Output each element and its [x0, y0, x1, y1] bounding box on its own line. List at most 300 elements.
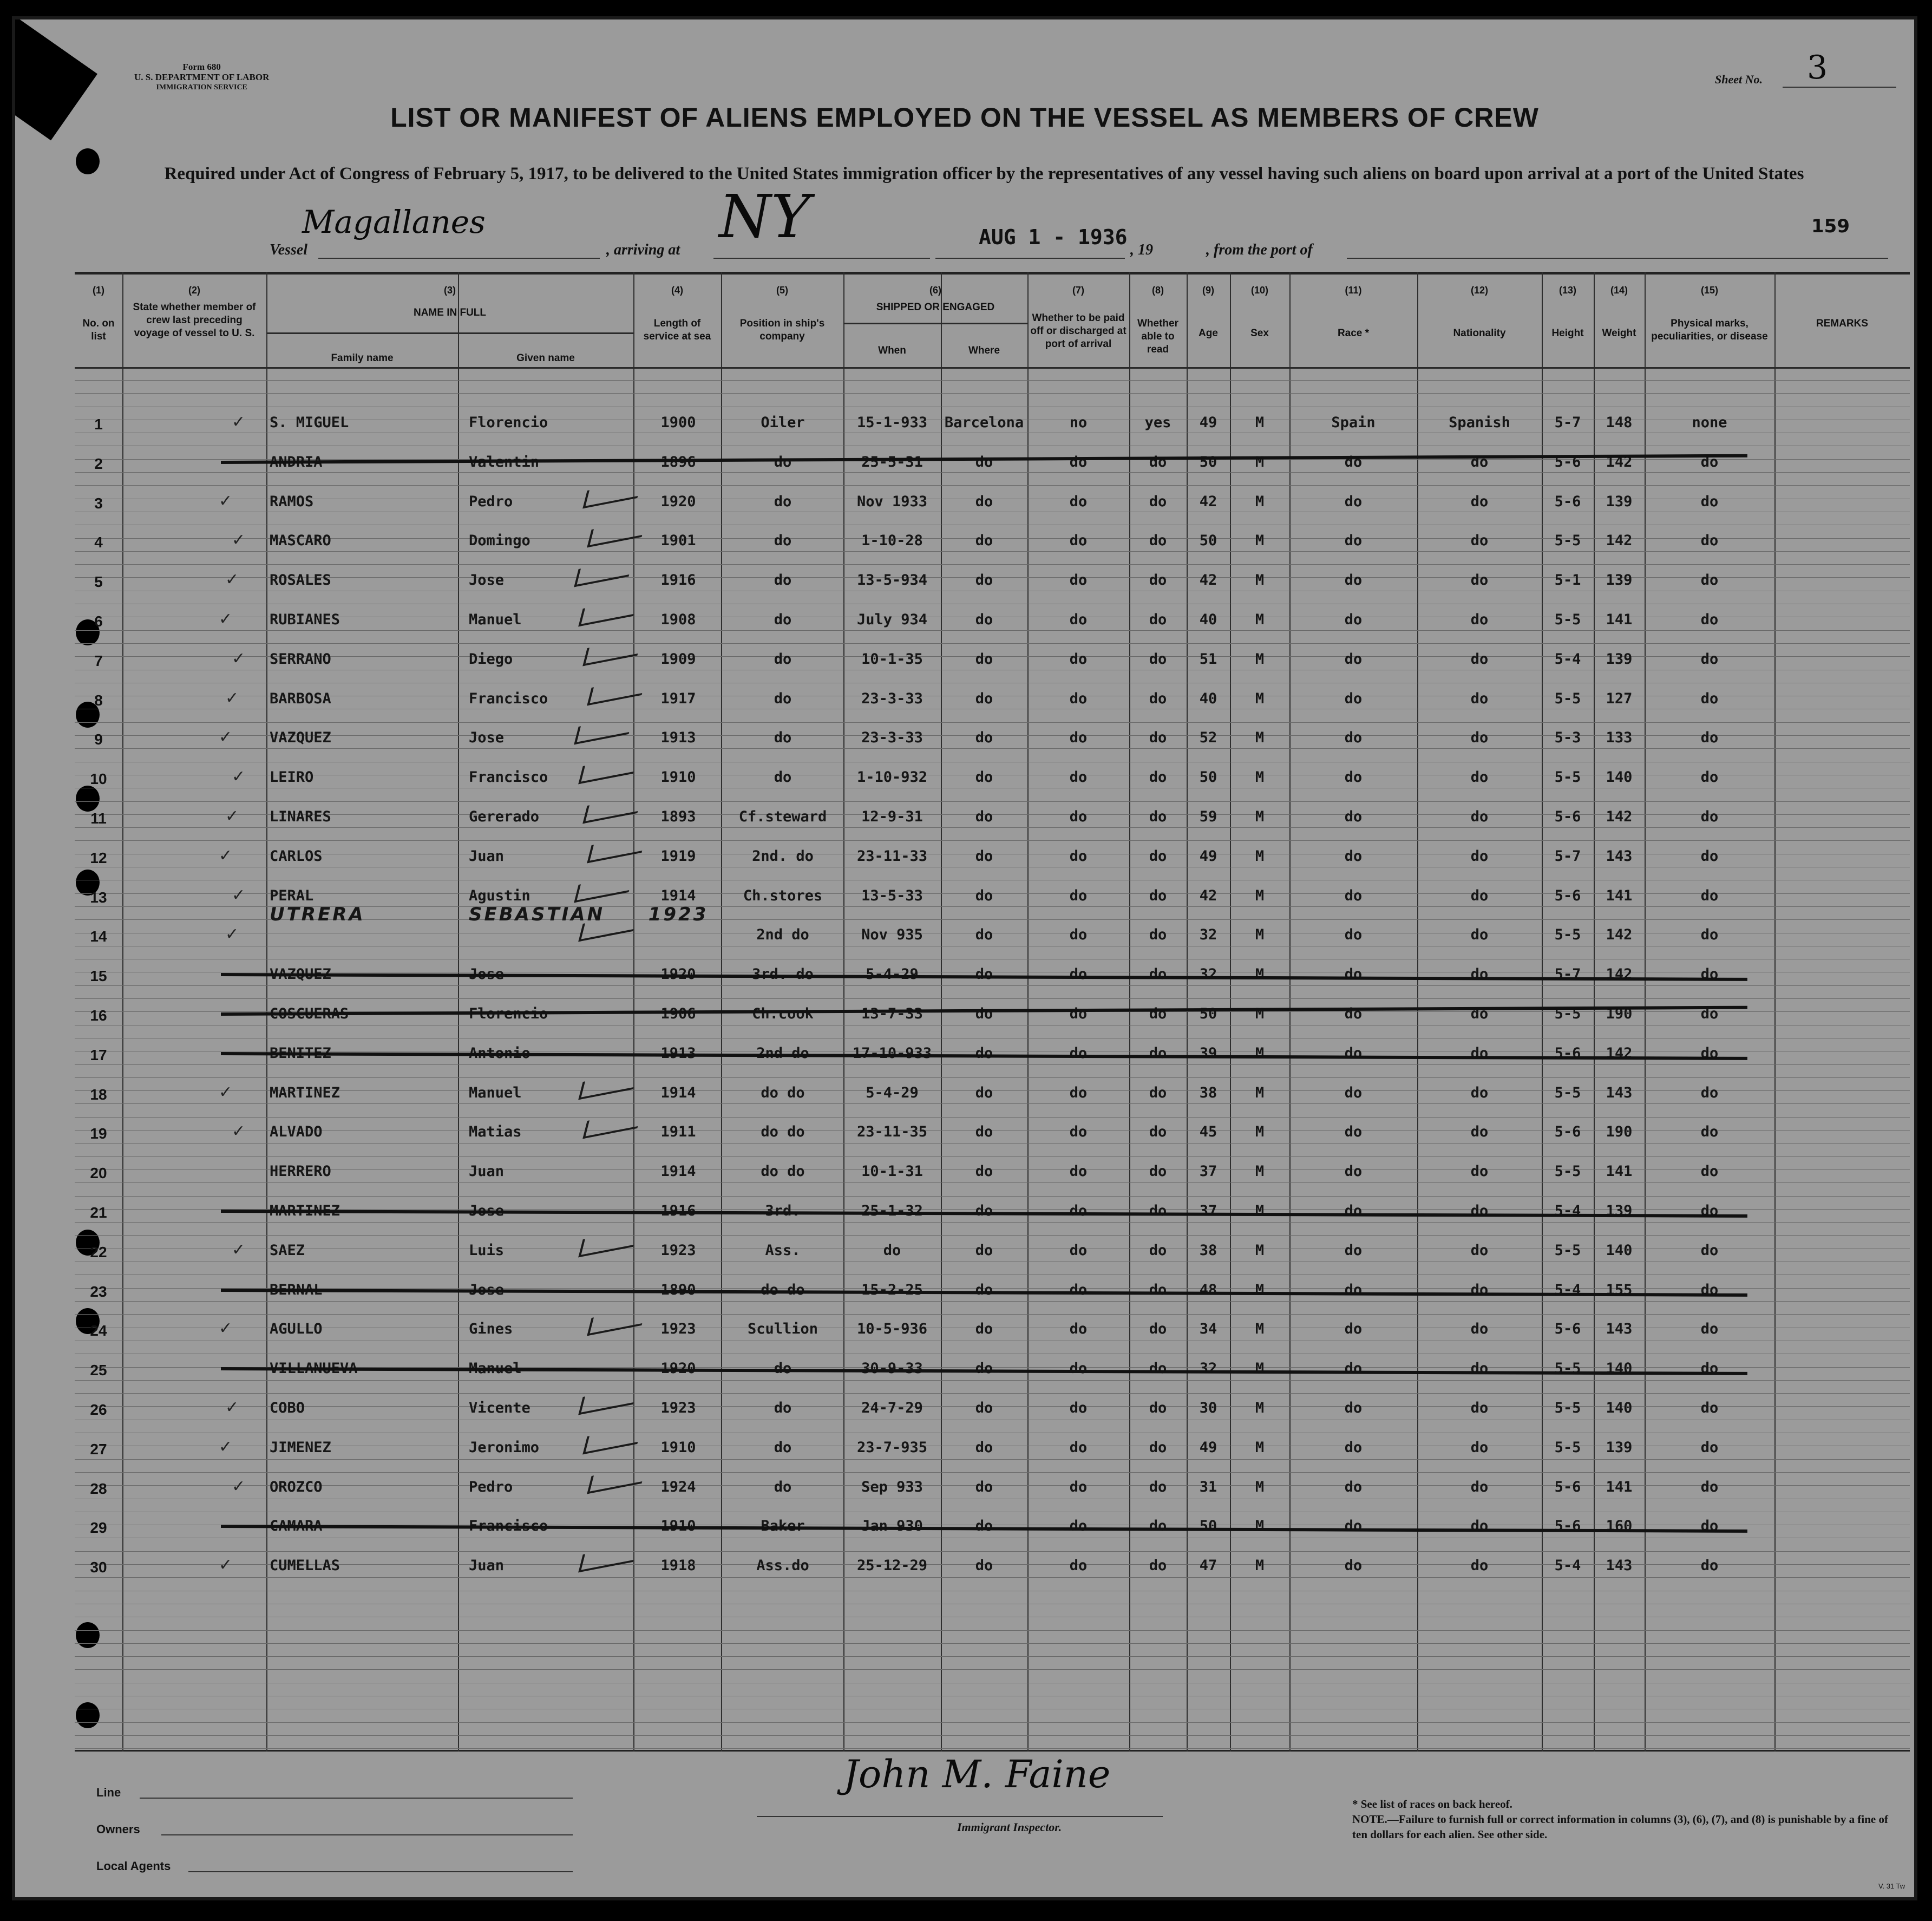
cell-where: do [975, 887, 993, 904]
cell-race: do [1344, 1400, 1363, 1416]
cell-read: do [1149, 454, 1167, 471]
cell-family: LINARES [270, 808, 331, 825]
cell-race: do [1344, 887, 1363, 904]
cell-family: RUBIANES [270, 611, 340, 628]
cell-height: 5-7 [1554, 414, 1581, 431]
cell-service: 1923 [648, 904, 709, 925]
footer-agents-label: Local Agents [96, 1859, 171, 1873]
previous-voyage-tick: ✓ [232, 1477, 246, 1496]
cell-given: Diego [469, 651, 513, 668]
row-rule [75, 1577, 1910, 1578]
cell-service: 1920 [660, 966, 696, 983]
row-rule [75, 485, 1910, 486]
cell-sex: M [1255, 1045, 1265, 1062]
cell-service: 1914 [660, 1084, 696, 1101]
cell-where: do [975, 1557, 993, 1574]
inspector-signature: John M. Faine [843, 1752, 1111, 1796]
cell-weight: 140 [1606, 1360, 1633, 1377]
row-rule [75, 1643, 1910, 1644]
cell-marks: do [1700, 1321, 1719, 1337]
cell-age: 51 [1199, 651, 1217, 668]
cell-race: do [1344, 926, 1363, 943]
col-number-11: (11) [1345, 285, 1362, 296]
cell-position: do [774, 690, 792, 707]
row-rule [75, 985, 1910, 986]
cell-height: 5-5 [1554, 532, 1581, 549]
form-service: IMMIGRATION SERVICE [156, 83, 247, 92]
cell-age: 42 [1199, 572, 1217, 589]
cell-read: do [1149, 769, 1167, 786]
cell-race: do [1344, 1123, 1363, 1140]
cell-race: do [1344, 1282, 1363, 1298]
col-number-3: (3) [444, 285, 456, 296]
cell-service: 1908 [660, 611, 696, 628]
cell-family: SERRANO [270, 651, 331, 668]
cell-service: 1906 [660, 1005, 696, 1022]
cell-sex: M [1255, 926, 1265, 943]
cell-given: Florencio [469, 414, 548, 431]
row-rule [75, 1735, 1910, 1736]
cell-when: 13-5-33 [861, 887, 923, 904]
arrival-date-stamp: AUG 1 - 1936 [979, 225, 1128, 249]
cell-paid: do [1069, 690, 1088, 707]
cell-height: 5-4 [1554, 1203, 1581, 1219]
row-rule [843, 323, 1027, 324]
cell-where: do [975, 1360, 993, 1377]
cell-where: do [975, 1163, 993, 1180]
cell-marks: do [1700, 454, 1719, 471]
previous-voyage-tick: ✓ [219, 846, 233, 865]
cell-read: do [1149, 651, 1167, 668]
previous-voyage-tick: ✓ [219, 1319, 233, 1338]
row-rule [75, 367, 1910, 369]
cell-race: Spain [1331, 414, 1376, 431]
row-rule [75, 998, 1910, 999]
cell-nat: do [1470, 690, 1489, 707]
row-number: 18 [90, 1086, 107, 1103]
cell-nat: do [1470, 493, 1489, 510]
cell-family: OROZCO [270, 1479, 323, 1495]
sheet-number-value: 3 [1807, 49, 1828, 87]
col-number-14: (14) [1610, 285, 1628, 296]
cell-age: 38 [1199, 1242, 1217, 1259]
cell-when: 23-7-935 [856, 1439, 928, 1456]
cell-given: Pedro [469, 1479, 513, 1495]
cell-service: 1914 [660, 1163, 696, 1180]
cell-position: do [774, 572, 792, 589]
cell-position: Ass. [765, 1242, 801, 1259]
cell-race: do [1344, 1005, 1363, 1022]
cell-service: 1913 [660, 1045, 696, 1062]
cell-sex: M [1255, 966, 1265, 983]
cell-sex: M [1255, 808, 1265, 825]
cell-position: do [774, 651, 792, 668]
cell-sex: M [1255, 1282, 1265, 1298]
cell-when: 23-3-33 [861, 729, 923, 746]
cell-service: 1893 [660, 808, 696, 825]
cell-paid: do [1069, 966, 1088, 983]
cell-nat: do [1470, 651, 1489, 668]
cell-age: 38 [1199, 1084, 1217, 1101]
cell-weight: 142 [1606, 1045, 1633, 1062]
cell-given: Manuel [469, 611, 522, 628]
cell-position: 2nd. do [752, 848, 814, 865]
cell-sex: M [1255, 493, 1265, 510]
cell-where: Barcelona [944, 414, 1024, 431]
cell-given: Jose [469, 572, 505, 589]
inspector-label: Immigrant Inspector. [957, 1820, 1062, 1834]
col-number-12: (12) [1470, 285, 1488, 296]
cell-position: do do [761, 1123, 805, 1140]
previous-voyage-tick: ✓ [232, 767, 246, 786]
cell-where: do [975, 1479, 993, 1495]
cell-race: do [1344, 808, 1363, 825]
cell-age: 31 [1199, 1479, 1217, 1495]
cell-marks: do [1700, 1242, 1719, 1259]
row-rule [75, 1669, 1910, 1670]
cell-height: 5-4 [1554, 651, 1581, 668]
cell-service: 1917 [660, 690, 696, 707]
cell-nat: do [1470, 1360, 1489, 1377]
cell-position: 3rd. [765, 1203, 801, 1219]
cell-when: 23-3-33 [861, 690, 923, 707]
cell-service: 1923 [660, 1400, 696, 1416]
row-rule [75, 1222, 1910, 1223]
cell-where: do [975, 729, 993, 746]
cell-sex: M [1255, 1084, 1265, 1101]
cell-age: 50 [1199, 1518, 1217, 1534]
cell-paid: do [1069, 808, 1088, 825]
cell-weight: 143 [1606, 1084, 1633, 1101]
cell-service: 1901 [660, 532, 696, 549]
cell-height: 5-5 [1554, 1400, 1581, 1416]
vessel-name: Magallanes [302, 204, 486, 240]
cell-marks: do [1700, 493, 1719, 510]
cell-read: do [1149, 1084, 1167, 1101]
row-rule [75, 380, 1910, 381]
cell-weight: 190 [1606, 1005, 1633, 1022]
cell-weight: 142 [1606, 966, 1633, 983]
cell-position: do do [761, 1163, 805, 1180]
cell-age: 59 [1199, 808, 1217, 825]
cell-weight: 140 [1606, 1242, 1633, 1259]
cell-service: 1911 [660, 1123, 696, 1140]
cell-marks: do [1700, 729, 1719, 746]
cell-marks: do [1700, 690, 1719, 707]
row-number: 17 [90, 1047, 107, 1063]
cell-where: do [975, 572, 993, 589]
vessel-underline [318, 258, 600, 259]
cell-read: do [1149, 1557, 1167, 1574]
cell-age: 50 [1199, 1005, 1217, 1022]
cell-sex: M [1255, 729, 1265, 746]
cell-when: 15-1-933 [856, 414, 928, 431]
cell-paid: no [1069, 414, 1088, 431]
cell-family: UTRERA [270, 904, 365, 925]
previous-voyage-tick: ✓ [219, 1438, 233, 1456]
cell-read: do [1149, 493, 1167, 510]
cell-weight: 139 [1606, 1439, 1633, 1456]
col-number-5: (5) [776, 285, 788, 296]
cell-when: 25-1-32 [861, 1203, 923, 1219]
cell-where: do [975, 532, 993, 549]
col-header-race: Race * [1337, 328, 1370, 339]
cell-family: CAMARA [270, 1518, 323, 1534]
cell-height: 5-5 [1554, 1163, 1581, 1180]
previous-voyage-tick: ✓ [225, 689, 239, 708]
cell-nat: do [1470, 1321, 1489, 1337]
cell-nat: do [1470, 1045, 1489, 1062]
cell-marks: do [1700, 1005, 1719, 1022]
cell-position: Baker [761, 1518, 805, 1534]
cell-nat: do [1470, 808, 1489, 825]
cell-nat: do [1470, 611, 1489, 628]
cell-height: 5-5 [1554, 1439, 1581, 1456]
cell-weight: 139 [1606, 1203, 1633, 1219]
cell-given: Antonio [469, 1045, 531, 1062]
cell-nat: do [1470, 1439, 1489, 1456]
previous-voyage-tick: ✓ [225, 925, 239, 944]
row-number: 27 [90, 1441, 107, 1458]
cell-sex: M [1255, 887, 1265, 904]
cell-service: 1910 [660, 1518, 696, 1534]
cell-nat: do [1470, 532, 1489, 549]
cell-marks: do [1700, 1045, 1719, 1062]
cell-race: do [1344, 848, 1363, 865]
cell-height: 5-5 [1554, 769, 1581, 786]
cell-sex: M [1255, 1400, 1265, 1416]
cell-paid: do [1069, 1557, 1088, 1574]
cell-where: do [975, 651, 993, 668]
col-number-8: (8) [1152, 285, 1164, 296]
row-number: 14 [90, 928, 107, 945]
cell-given: Florencio [469, 1005, 548, 1022]
cell-family: LEIRO [270, 769, 314, 786]
footer-owners-underline [161, 1834, 573, 1835]
cell-weight: 148 [1606, 414, 1633, 431]
cell-height: 5-6 [1554, 1321, 1581, 1337]
cell-given: Gines [469, 1321, 513, 1337]
cell-height: 5-6 [1554, 1479, 1581, 1495]
cell-weight: 143 [1606, 848, 1633, 865]
row-rule [75, 1314, 1910, 1315]
row-number: 10 [90, 770, 107, 787]
row-rule [75, 1156, 1910, 1157]
cell-family: PERAL [270, 887, 314, 904]
vessel-label: Vessel [270, 241, 307, 258]
cell-height: 5-5 [1554, 611, 1581, 628]
cell-nat: do [1470, 1518, 1489, 1534]
cell-height: 5-3 [1554, 729, 1581, 746]
row-number: 5 [94, 573, 103, 590]
version-number: V. 31 Tw [1878, 1882, 1905, 1890]
cell-read: do [1149, 808, 1167, 825]
row-number: 23 [90, 1283, 107, 1300]
cell-height: 5-1 [1554, 572, 1581, 589]
cell-family: ALVADO [270, 1123, 323, 1140]
cell-race: do [1344, 493, 1363, 510]
cell-weight: 142 [1606, 532, 1633, 549]
cell-service: 1910 [660, 1439, 696, 1456]
cell-sex: M [1255, 611, 1265, 628]
row-rule [75, 1630, 1910, 1631]
cell-nat: do [1470, 1084, 1489, 1101]
cell-age: 49 [1199, 1439, 1217, 1456]
cell-weight: 160 [1606, 1518, 1633, 1534]
cell-read: do [1149, 848, 1167, 865]
sheet-number-label: Sheet No. [1715, 73, 1763, 86]
previous-voyage-tick: ✓ [232, 413, 246, 432]
row-rule [75, 1748, 1910, 1749]
cell-marks: do [1700, 1163, 1719, 1180]
cell-where: do [975, 1005, 993, 1022]
cell-family: VAZQUEZ [270, 729, 331, 746]
cell-nat: do [1470, 1400, 1489, 1416]
cell-when: 24-7-29 [861, 1400, 923, 1416]
row-number: 24 [90, 1322, 107, 1339]
cell-service: 1909 [660, 651, 696, 668]
row-number: 19 [90, 1125, 107, 1142]
col-header-physical-marks: Physical marks, peculiarities, or disease [1651, 318, 1768, 342]
col-number-9: (9) [1202, 285, 1214, 296]
cell-position: do [774, 611, 792, 628]
row-number: 30 [90, 1559, 107, 1576]
cell-where: do [975, 1123, 993, 1140]
from-port-label: , from the port of [1206, 241, 1313, 258]
cell-height: 5-7 [1554, 966, 1581, 983]
cell-height: 5-7 [1554, 848, 1581, 865]
col-header-given-name: Given name [516, 352, 575, 364]
cell-race: do [1344, 532, 1363, 549]
cell-when: 23-11-33 [856, 848, 928, 865]
cell-weight: 133 [1606, 729, 1633, 746]
footer-agents-underline [188, 1871, 573, 1872]
row-rule [75, 1182, 1910, 1183]
cell-when: Nov 935 [861, 926, 923, 943]
cell-paid: do [1069, 651, 1088, 668]
cell-race: do [1344, 1518, 1363, 1534]
cell-given: Jose [469, 729, 505, 746]
arriving-label: , arriving at [606, 241, 680, 258]
cell-marks: do [1700, 1360, 1719, 1377]
row-number: 15 [90, 968, 107, 984]
cell-race: do [1344, 611, 1363, 628]
cell-when: 17-10-933 [852, 1045, 932, 1062]
cell-given: SEBASTIAN [469, 904, 605, 925]
previous-voyage-tick: ✓ [225, 807, 239, 826]
cell-sex: M [1255, 1203, 1265, 1219]
cell-family: BERNAL [270, 1282, 323, 1298]
cell-nat: do [1470, 848, 1489, 865]
cell-weight: 139 [1606, 493, 1633, 510]
cell-race: do [1344, 454, 1363, 471]
cell-weight: 139 [1606, 572, 1633, 589]
previous-voyage-tick: ✓ [232, 1122, 246, 1141]
row-rule [75, 840, 1910, 841]
row-number: 26 [90, 1401, 107, 1418]
cell-given: Jose [469, 1282, 505, 1298]
row-rule [75, 551, 1910, 552]
col-header-weight: Weight [1602, 328, 1636, 339]
cell-paid: do [1069, 1084, 1088, 1101]
cell-age: 40 [1199, 611, 1217, 628]
row-rule [75, 630, 1910, 631]
cell-service: 1924 [660, 1479, 696, 1495]
cell-read: do [1149, 1242, 1167, 1259]
cell-height: 5-4 [1554, 1557, 1581, 1574]
cell-read: do [1149, 1400, 1167, 1416]
cell-height: 5-6 [1554, 454, 1581, 471]
previous-voyage-tick: ✓ [225, 1398, 239, 1417]
cell-family: AGULLO [270, 1321, 323, 1337]
cell-service: 1913 [660, 729, 696, 746]
cell-service: 1920 [660, 1360, 696, 1377]
cell-read: do [1149, 1005, 1167, 1022]
cell-read: do [1149, 690, 1167, 707]
cell-marks: do [1700, 887, 1719, 904]
cell-position: do [774, 729, 792, 746]
cell-age: 34 [1199, 1321, 1217, 1337]
cell-position: do [774, 454, 792, 471]
cell-weight: 190 [1606, 1123, 1633, 1140]
cell-where: do [975, 1242, 993, 1259]
cell-when: 1-10-932 [856, 769, 928, 786]
cell-read: do [1149, 1045, 1167, 1062]
cell-position: do [774, 1360, 792, 1377]
cell-family: CARLOS [270, 848, 323, 865]
cell-paid: do [1069, 1479, 1088, 1495]
cell-read: do [1149, 1518, 1167, 1534]
cell-read: do [1149, 1321, 1167, 1337]
col-header-shipped: SHIPPED OR ENGAGED [876, 302, 995, 313]
cell-race: do [1344, 1242, 1363, 1259]
col-header-read: Whether able to read [1137, 318, 1178, 355]
cell-nat: do [1470, 887, 1489, 904]
cell-given: Pedro [469, 493, 513, 510]
cell-nat: do [1470, 1005, 1489, 1022]
col-header-service-length: Length of service at sea [643, 318, 711, 342]
row-rule [75, 1235, 1910, 1236]
arriving-underline [713, 258, 930, 259]
previous-voyage-tick: ✓ [232, 1240, 246, 1259]
cell-weight: 142 [1606, 454, 1633, 471]
cell-age: 39 [1199, 1045, 1217, 1062]
cell-where: do [975, 808, 993, 825]
cell-age: 49 [1199, 414, 1217, 431]
cell-sex: M [1255, 1439, 1265, 1456]
cell-age: 50 [1199, 454, 1217, 471]
row-rule [75, 1103, 1910, 1104]
cell-service: 1916 [660, 572, 696, 589]
cell-race: do [1344, 729, 1363, 746]
col-number-13: (13) [1558, 285, 1576, 296]
cell-paid: do [1069, 572, 1088, 589]
cell-age: 37 [1199, 1203, 1217, 1219]
cell-where: do [975, 611, 993, 628]
cell-age: 52 [1199, 729, 1217, 746]
cell-position: do [774, 532, 792, 549]
col-header-paid-off: Whether to be paid off or discharged at port of arrival [1030, 312, 1127, 350]
cell-paid: do [1069, 454, 1088, 471]
cell-given: Francisco [469, 769, 548, 786]
cell-nat: do [1470, 1242, 1489, 1259]
cell-where: do [975, 769, 993, 786]
cell-when: do [883, 1242, 901, 1259]
cell-where: do [975, 1321, 993, 1337]
cell-when: 13-5-934 [856, 572, 928, 589]
cell-family: COBO [270, 1400, 305, 1416]
cell-where: do [975, 1084, 993, 1101]
